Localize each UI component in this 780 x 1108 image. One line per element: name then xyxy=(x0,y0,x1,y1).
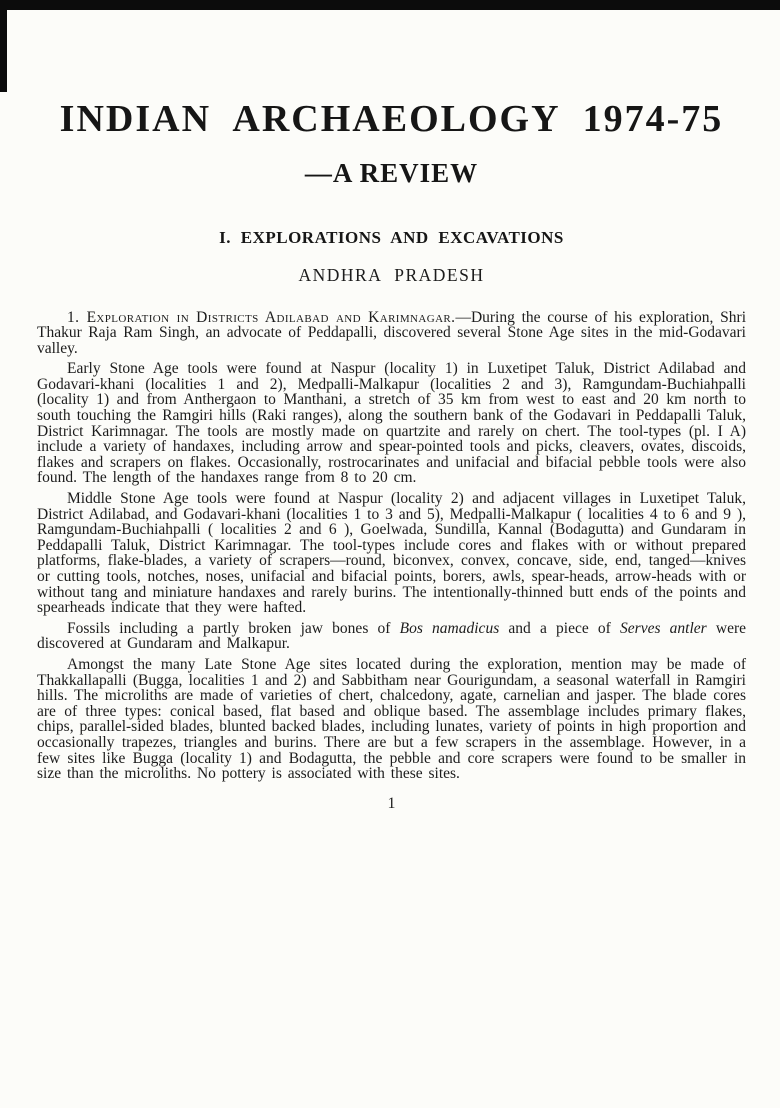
paragraph-2: Early Stone Age tools were found at Naspur (locality 1) in Luxetipet Taluk, District Adilabad and Godavari-khani (localities 1 and 2), Medpalli-Malkapur (localities 2 and 3), Ramgundam-Buchiahpalli (locality 1) and from Anthergaon to Manthani, a stretch of 35 km from west to east and 20 km north to south touching the Ramgiri hills (Raki ranges), along the southern bank of the Godavari in Peddapalli Taluk, District Karimnagar. The tools are mostly made on quartzite and rarely on chert. The tool-types (pl. I A) include a variety of handaxes, including arrow and spear-pointed tools and picks, cleavers, ovates, discoids, flakes and scrapers on flakes. Occasionally, rostrocarinates and unifacial and bifacial pebble tools were also found. The length of the handaxes range from 8 to 20 cm. xyxy=(37,360,746,487)
paragraph-1-lead: 1. Exploration in Districts Adilabad and Karimnagar. xyxy=(67,308,456,326)
paragraph-4-text-1: Fossils including a partly broken jaw bones of xyxy=(67,619,400,637)
page-title: INDIAN ARCHAEOLOGY 1974-75 xyxy=(59,98,724,140)
review-subtitle: —A REVIEW xyxy=(304,158,479,188)
paragraph-1-rest: —During the course of his exploration, Shri Thakur Raja Ram Singh, an advocate of Peddapalli, discovered several Stone Age sites in the mid-Godavari valley. xyxy=(37,308,747,357)
paragraph-4-species-2: Serves antler xyxy=(620,619,707,637)
paragraph-4-species-1: Bos namadicus xyxy=(399,619,500,637)
paragraph-4-text-3: were discovered at Gundaram and Malkapur. xyxy=(37,619,747,653)
body-text xyxy=(37,310,746,782)
page-number: 1 xyxy=(387,794,396,812)
state-heading: ANDHRA PRADESH xyxy=(298,265,485,285)
paragraph-1 xyxy=(37,310,746,357)
paragraph-3: Middle Stone Age tools were found at Naspur (locality 2) and adjacent villages in Luxetipet Taluk, District Adilabad, and Godavari-khani (localities 1 to 3 and 5), Medpalli-Malkapur ( localities 4 to 6 and 9 ), Ramgundam-Buchiahpalli ( localities 2 and 6 ), Goelwada, Sundilla, Kannal (Bodagutta) and Gundaram in Peddapalli Taluk, District Karimnagar. The tool-types include cores and flakes with or without prepared platforms, flake-blades, a variety of scrapers—round, biconvex, convex, concave, side, end, tanged—knives or cutting tools, notches, noses, unifacial and bifacial points, borers, awls, spear-heads, arrow-heads with or without tang and miniature handaxes and rarely burins. The intentionally-thinned butt ends of the points and spearheads indicate that they were hafted. xyxy=(37,490,746,617)
paragraph-4 xyxy=(37,621,746,652)
paragraph-4-text-2: and a piece of xyxy=(499,619,621,637)
section-heading: I. EXPLORATIONS AND EXCAVATIONS xyxy=(219,228,564,247)
paragraph-5: Amongst the many Late Stone Age sites located during the exploration, mention may be made of Thakkallapalli (Bugga, localities 1 and 2) and Sabbitham near Gourigundam, a seasonal waterfall in Ramgiri hills. The microliths are made of varieties of chert, chalcedony, agate, carnelian and jasper. The blade cores are of three types: conical based, flat based and oblique based. The assemblage includes primary flakes, chips, parallel-sided blades, blunted backed blades, including lunates, variety of points in high proportion and occasionally trapezes, triangles and burins. There are but a few scrapers in the assemblage. However, in a few sites like Bugga (locality 1) and Bodagutta, the pebble and core scrapers were found to be smaller in size than the microliths. No pottery is associated with these sites. xyxy=(37,655,746,783)
